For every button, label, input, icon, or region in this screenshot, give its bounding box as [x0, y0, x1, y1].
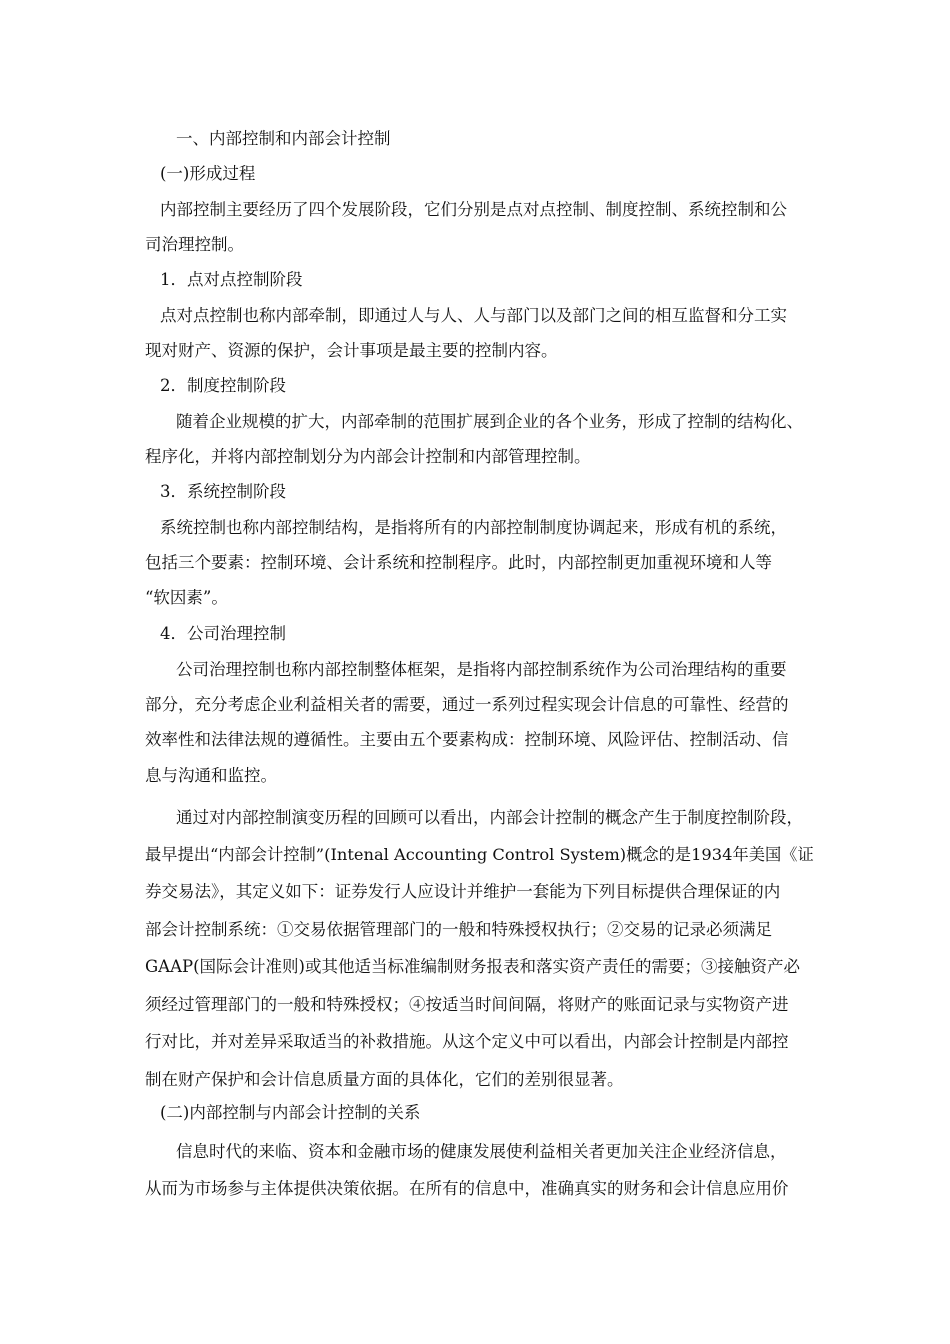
paragraph-line: 通过对内部控制演变历程的回顾可以看出，内部会计控制的概念产生于制度控制阶段， [176, 808, 803, 827]
subsection-heading: (一)形成过程 [160, 164, 256, 183]
paragraph-line: 公司治理控制也称内部控制整体框架，是指将内部控制系统作为公司治理结构的重要 [176, 660, 787, 679]
paragraph-line: 系统控制也称内部控制结构，是指将所有的内部控制制度协调起来，形成有机的系统， [160, 518, 787, 537]
list-heading: 2．制度控制阶段 [160, 376, 286, 395]
paragraph-line: 包括三个要素：控制环境、会计系统和控制程序。此时，内部控制更加重视环境和人等 [145, 553, 772, 572]
list-heading: 3．系统控制阶段 [160, 482, 286, 501]
paragraph-line: 制在财产保护和会计信息质量方面的具体化，它们的差别很显著。 [145, 1070, 624, 1089]
list-heading: 1．点对点控制阶段 [160, 270, 303, 289]
list-heading: 4．公司治理控制 [160, 624, 286, 643]
paragraph-line: 券交易法》，其定义如下：证券发行人应设计并维护一套能为下列目标提供合理保证的内 [145, 882, 781, 901]
paragraph-line: 行对比，并对差异采取适当的补救措施。从这个定义中可以看出，内部会计控制是内部控 [145, 1032, 789, 1051]
paragraph-line: 效率性和法律法规的遵循性。主要由五个要素构成：控制环境、风险评估、控制活动、信 [145, 730, 789, 749]
paragraph-line: 随着企业规模的扩大，内部牵制的范围扩展到企业的各个业务，形成了控制的结构化、 [176, 412, 803, 431]
subsection-heading: (二)内部控制与内部会计控制的关系 [160, 1103, 421, 1122]
paragraph-line: 部会计控制系统：①交易依据管理部门的一般和特殊授权执行；②交易的记录必须满足 [145, 920, 772, 939]
paragraph-line: 司治理控制。 [145, 235, 244, 254]
paragraph-line: 须经过管理部门的一般和特殊授权；④按适当时间间隔，将财产的账面记录与实物资产进 [145, 995, 789, 1014]
paragraph-line: 点对点控制也称内部牵制，即通过人与人、人与部门以及部门之间的相互监督和分工实 [160, 306, 787, 325]
section-heading: 一、内部控制和内部会计控制 [176, 129, 391, 148]
paragraph-line: 从而为市场参与主体提供决策依据。在所有的信息中，准确真实的财务和会计信息应用价 [145, 1179, 789, 1198]
paragraph-line: 现对财产、资源的保护，会计事项是最主要的控制内容。 [145, 341, 558, 360]
paragraph-line: 程序化，并将内部控制划分为内部会计控制和内部管理控制。 [145, 447, 591, 466]
paragraph-line: 信息时代的来临、资本和金融市场的健康发展使利益相关者更加关注企业经济信息， [176, 1142, 787, 1161]
paragraph-line: 内部控制主要经历了四个发展阶段，它们分别是点对点控制、制度控制、系统控制和公 [160, 200, 787, 219]
paragraph-line: 部分，充分考虑企业利益相关者的需要，通过一系列过程实现会计信息的可靠性、经营的 [145, 695, 789, 714]
paragraph-line: 息与沟通和监控。 [145, 766, 277, 785]
paragraph-line: 最早提出“内部会计控制”(Intenal Accounting Control System)概念的是1934年美国《证 [145, 845, 814, 864]
paragraph-line: GAAP(国际会计准则)或其他适当标准编制财务报表和落实资产责任的需要；③接触资产必 [145, 957, 800, 976]
paragraph-line: “软因素”。 [145, 588, 228, 607]
